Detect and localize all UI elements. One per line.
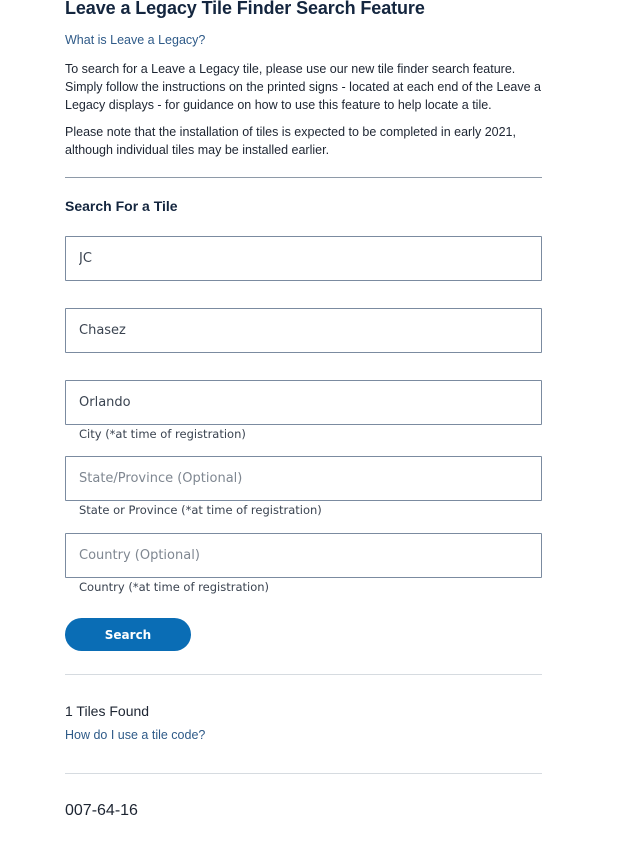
city-input[interactable] (65, 380, 542, 425)
first-name-input[interactable] (65, 236, 542, 281)
state-province-input[interactable] (65, 456, 542, 501)
search-section-title: Search For a Tile (65, 198, 178, 214)
intro-divider (65, 177, 542, 178)
results-divider (65, 773, 542, 774)
tile-code: 007-64-16 (65, 802, 138, 819)
page-title: Leave a Legacy Tile Finder Search Feature (65, 0, 425, 18)
country-input[interactable] (65, 533, 542, 578)
results-count: 1 Tiles Found (65, 703, 150, 719)
state-help-text: State or Province (*at time of registration) (79, 503, 322, 517)
city-help-text: City (*at time of registration) (79, 427, 246, 441)
tile-code-help-link[interactable]: How do I use a tile code? (65, 728, 206, 742)
country-help-text: Country (*at time of registration) (79, 580, 270, 594)
search-button[interactable]: Search (65, 618, 191, 651)
intro-paragraph: To search for a Leave a Legacy tile, please use our new tile finder search feature. Simply follow the instructions on the printed signs - located at each end of the Leave a Legacy displays - for guidance on how to use this feature to help locate a tile. (65, 62, 541, 112)
last-name-input[interactable] (65, 308, 542, 353)
form-divider (65, 674, 542, 675)
installation-note: Please note that the installation of tiles is expected to be completed in early 2021, although individual tiles may be installed earlier. (65, 125, 516, 157)
what-is-leave-a-legacy-link[interactable]: What is Leave a Legacy? (65, 33, 206, 47)
